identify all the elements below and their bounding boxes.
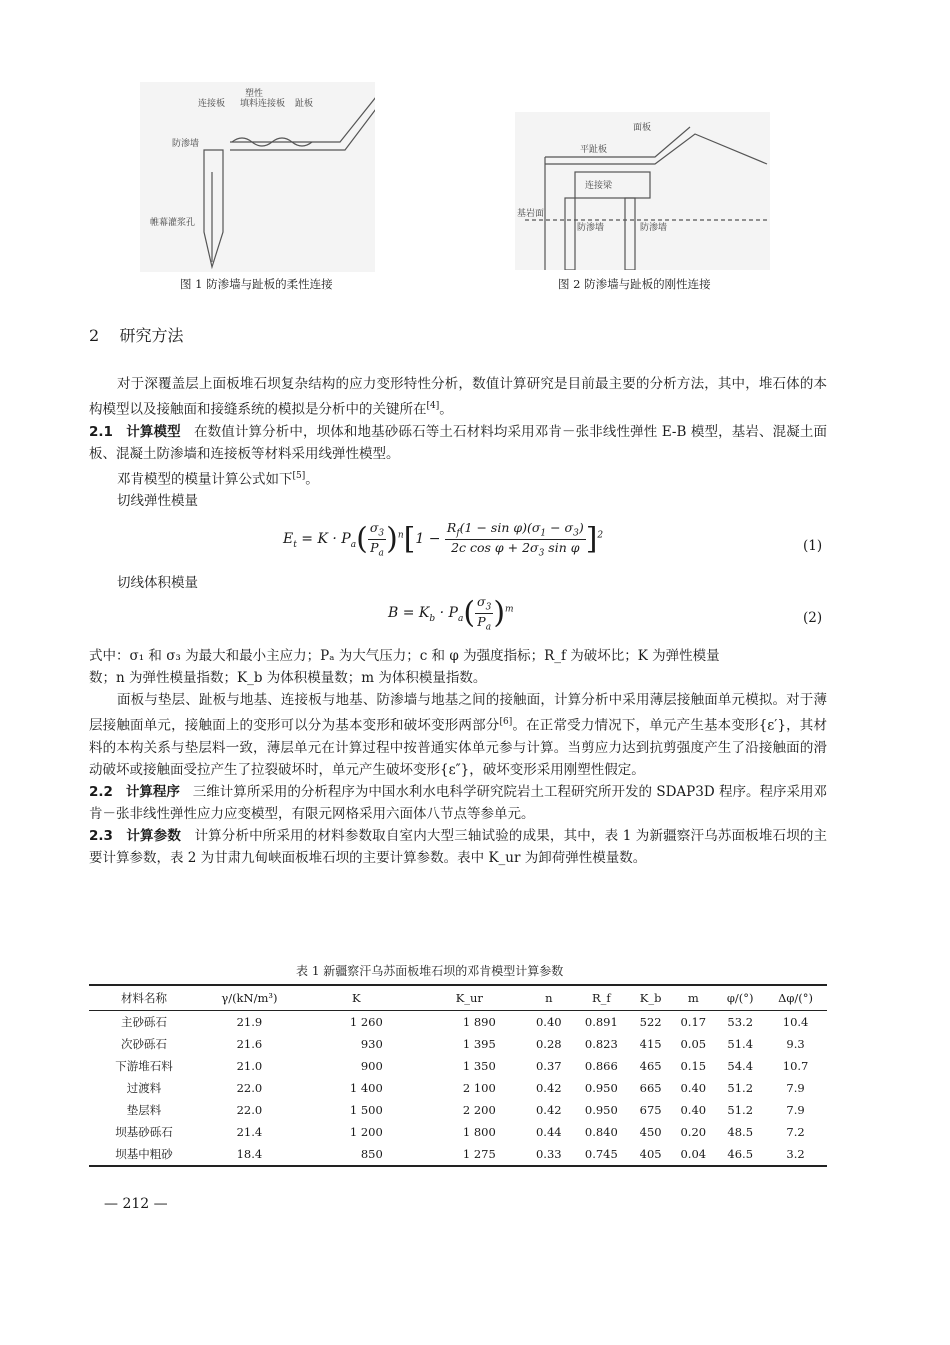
intro-ref: [4]	[426, 401, 440, 411]
table-cell: 1 350	[462, 1059, 496, 1073]
table-cell: 51.2	[727, 1103, 754, 1117]
th-n: n	[526, 985, 572, 1011]
table-cell: 675	[639, 1103, 662, 1117]
table-cell: 0.950	[584, 1103, 618, 1117]
table-cell: 垫层料	[126, 1103, 162, 1117]
table-cell: 22.0	[236, 1081, 263, 1095]
figure-2-caption: 图 2 防渗墙与趾板的刚性连接	[558, 277, 711, 291]
fig1-label-4: 防渗墙	[172, 139, 200, 149]
table-cell: 10.4	[782, 1015, 809, 1029]
s21-paragraph	[89, 421, 827, 465]
table-cell: 主砂砾石	[121, 1015, 167, 1029]
figure-1	[140, 82, 375, 272]
figure-1-drawing	[140, 82, 375, 272]
table-cell: 0.42	[535, 1103, 562, 1117]
table-cell: 1 260	[349, 1015, 383, 1029]
table-cell: 下游堆石料	[115, 1059, 173, 1073]
table-header-row	[89, 985, 827, 1011]
page-number: — 212 —	[104, 1196, 168, 1212]
figure-2	[515, 112, 770, 270]
tangent-bulk-label	[117, 572, 198, 594]
table-cell: 522	[639, 1015, 662, 1029]
th-gamma: γ/(kN/m³)	[199, 985, 300, 1011]
table-cell: 0.840	[584, 1125, 618, 1139]
table-row	[89, 1011, 827, 1034]
intro-paragraph: 对于深覆盖层上面板堆石坝复杂结构的应力变形特性分析，数值计算研究是目前最主要的分析方法，其中，堆石体的本构模型以及接触面和接缝系统的模拟是分析中的关键所在[4]。	[89, 376, 827, 418]
table-cell: 450	[639, 1125, 662, 1139]
table-cell: 1 400	[349, 1081, 383, 1095]
table-cell: 7.9	[786, 1103, 805, 1117]
equation-1: $E_t = K \cdot P_a$( $\frac{\sigma_3}{P_a}$ )$^n$[1 − $\frac{R_f(1 - \sin \varphi)(\sigma_1 - \sigma_3)}{2c \cos \varphi + 2\sigma_3 \sin \varphi}$ ]$^2$	[283, 520, 604, 558]
fig1-label-2: 填料连接板	[240, 99, 286, 109]
table-cell: 坝基中粗砂	[115, 1147, 173, 1161]
table-cell: 0.17	[680, 1015, 707, 1029]
table-cell: 46.5	[727, 1147, 754, 1161]
table-cell: 1 200	[349, 1125, 383, 1139]
where-line-2: 数；n 为弹性模量指数；K_b 为体积模量数；m 为体积模量指数。	[89, 670, 487, 686]
table-row	[89, 1099, 827, 1121]
table-cell: 1 500	[349, 1103, 383, 1117]
table-cell: 51.2	[727, 1081, 754, 1095]
table-cell: 51.4	[727, 1037, 754, 1051]
table-cell: 0.950	[584, 1081, 618, 1095]
table-1-grid	[89, 984, 827, 1167]
s21-num: 2.1	[89, 423, 113, 440]
table-cell: 665	[639, 1081, 662, 1095]
table-1	[89, 984, 827, 1167]
fig2-label-2: 连接梁	[585, 181, 613, 191]
table-cell: 次砂砾石	[121, 1037, 167, 1051]
fig2-label-4: 防渗墙	[577, 223, 605, 233]
fig1-label-5: 帷幕灌浆孔	[150, 218, 196, 228]
s22-paragraph	[89, 781, 827, 825]
table-cell: 21.0	[236, 1059, 263, 1073]
fig1-label-3: 趾板	[295, 99, 314, 109]
table-cell: 0.866	[584, 1059, 618, 1073]
th-k: K	[300, 985, 413, 1011]
table-cell: 0.20	[680, 1125, 707, 1139]
tangent-elastic-label: 切线弹性模量	[117, 493, 198, 509]
table-cell: 930	[360, 1037, 383, 1051]
formula-ref: [5]	[292, 470, 306, 481]
table-cell: 1 890	[462, 1015, 496, 1029]
where-line-1: 式中：σ₁ 和 σ₃ 为最大和最小主应力；Pₐ 为大气压力；c 和 φ 为强度指标；R_f 为破坏比；K 为弹性模量	[89, 648, 720, 664]
s22-title: 计算程序	[125, 783, 180, 800]
table-cell: 53.2	[727, 1015, 754, 1029]
fig1-label-0: 塑性	[245, 89, 264, 99]
s23-title: 计算参数	[126, 827, 182, 844]
th-kb: K_b	[631, 985, 670, 1011]
fig2-label-0: 面板	[633, 123, 652, 133]
th-rf: R_f	[572, 985, 631, 1011]
figure-1-caption: 图 1 防渗墙与趾板的柔性连接	[180, 277, 333, 291]
table-cell: 18.4	[236, 1147, 263, 1161]
table-cell: 0.823	[584, 1037, 618, 1051]
table-cell: 2 100	[462, 1081, 496, 1095]
table-cell: 0.42	[535, 1081, 562, 1095]
section-title: 研究方法	[119, 326, 184, 345]
table-row	[89, 1033, 827, 1055]
table-cell: 21.4	[236, 1125, 263, 1139]
th-phi: φ/(°)	[716, 985, 764, 1011]
table-cell: 0.745	[584, 1147, 618, 1161]
table-cell: 0.05	[680, 1037, 707, 1051]
table-cell: 850	[360, 1147, 383, 1161]
body-main	[89, 645, 827, 869]
formula-intro-text: 邓肯模型的模量计算公式如下	[117, 471, 293, 487]
equation-2: $B = K_b \cdot P_a$( $\frac{\sigma_3}{P_a}$ )$^m$	[388, 594, 514, 632]
fig2-label-3: 基岩面	[517, 209, 545, 219]
contact-text-a: 面板与垫层、趾板与地基、连接板与地基、防渗墙与地基之间的接触面，计算分析中采用薄层接触面单元模拟。对于薄层接触面单元，接触面上的变形可以分为基本变形和破坏变形两部分	[89, 692, 827, 734]
table-cell: 9.3	[786, 1037, 805, 1051]
body-intro	[89, 373, 827, 512]
s23-paragraph	[89, 825, 827, 869]
table-cell: 465	[639, 1059, 662, 1073]
table-cell: 坝基砂砾石	[115, 1125, 173, 1139]
table-cell: 1 275	[462, 1147, 496, 1161]
fig2-label-5: 防渗墙	[640, 223, 668, 233]
table-row	[89, 1143, 827, 1166]
table-row	[89, 1121, 827, 1143]
th-kur: K_ur	[413, 985, 526, 1011]
table-cell: 405	[639, 1147, 662, 1161]
tangent-bulk-text: 切线体积模量	[117, 575, 198, 591]
table-cell: 3.2	[786, 1147, 805, 1161]
table-cell: 0.28	[535, 1037, 562, 1051]
fig1-label-1: 连接板	[198, 99, 226, 109]
th-material: 材料名称	[89, 985, 199, 1011]
table-cell: 900	[360, 1059, 383, 1073]
table-cell: 0.40	[680, 1081, 707, 1095]
table-cell: 0.33	[535, 1147, 562, 1161]
fig2-label-1: 平趾板	[580, 145, 608, 155]
s23-text: 计算分析中所采用的材料参数取自室内大型三轴试验的成果，其中，表 1 为新疆察汗乌苏面板堆石坝的主要计算参数，表 2 为甘肃九甸峡面板堆石坝的主要计算参数。表中 K_ur 为卸荷弹性模量数。	[89, 827, 828, 866]
table-cell: 415	[639, 1037, 662, 1051]
table-cell: 7.2	[786, 1125, 805, 1139]
table-cell: 0.891	[584, 1015, 618, 1029]
table-cell: 0.37	[535, 1059, 562, 1073]
table-cell: 7.9	[786, 1081, 805, 1095]
figure-2-drawing	[515, 112, 770, 270]
section-number: 2	[89, 326, 100, 345]
formula-intro: 邓肯模型的模量计算公式如下[5]。	[117, 470, 319, 487]
table-cell: 2 200	[462, 1103, 496, 1117]
s22-num: 2.2	[89, 783, 113, 800]
s21-text: 在数值计算分析中，坝体和地基砂砾石等土石材料均采用邓肯－张非线性弹性 E-B 模型，基岩、混凝土面板、混凝土防渗墙和连接板等材料采用线弹性模型。	[89, 423, 828, 462]
contact-ref: [6]	[499, 717, 513, 727]
table-cell: 21.9	[236, 1015, 263, 1029]
table-cell: 10.7	[782, 1059, 809, 1073]
th-m: m	[670, 985, 716, 1011]
table-cell: 过渡料	[126, 1081, 162, 1095]
table-row	[89, 1077, 827, 1099]
table-1-body	[89, 1011, 827, 1167]
th-dphi: Δφ/(°)	[764, 985, 827, 1011]
equation-1-number: (1)	[803, 538, 823, 554]
contact-paragraph	[89, 689, 827, 781]
table-1-caption: 表 1 新疆察汗乌苏面板堆石坝的邓肯模型计算参数	[296, 964, 564, 978]
table-cell: 0.40	[535, 1015, 562, 1029]
s22-text: 三维计算所采用的分析程序为中国水利水电科学研究院岩土工程研究所开发的 SDAP3D 程序。程序采用邓肯－张非线性弹性应力应变模型，有限元网格采用六面体八节点等参单元。	[89, 783, 828, 822]
table-row	[89, 1055, 827, 1077]
table-cell: 48.5	[727, 1125, 754, 1139]
table-cell: 22.0	[236, 1103, 263, 1117]
section-heading	[89, 323, 184, 346]
table-cell: 0.04	[680, 1147, 707, 1161]
table-cell: 1 395	[462, 1037, 496, 1051]
table-cell: 21.6	[236, 1037, 263, 1051]
equation-2-number: (2)	[803, 610, 823, 626]
table-cell: 54.4	[727, 1059, 754, 1073]
table-cell: 1 800	[462, 1125, 496, 1139]
intro-text: 对于深覆盖层上面板堆石坝复杂结构的应力变形特性分析，数值计算研究是目前最主要的分析方法，其中，堆石体的本构模型以及接触面和接缝系统的模拟是分析中的关键所在	[89, 376, 827, 418]
table-cell: 0.15	[680, 1059, 707, 1073]
table-cell: 0.44	[535, 1125, 562, 1139]
table-cell: 0.40	[680, 1103, 707, 1117]
s21-title: 计算模型	[126, 423, 181, 440]
s23-num: 2.3	[89, 827, 113, 844]
contact-text-b: 。在正常受力情况下，单元产生基本变形{ε′}，其材料的本构关系与垫层料一致，薄层单元在计算过程中按普通实体单元参与计算。当剪应力达到抗剪强度产生了沿接触面的滑动破坏或接触面受拉产生了拉裂破坏时，单元产生破坏变形{ε″}，破坏变形采用刚塑性假定。	[89, 717, 827, 778]
